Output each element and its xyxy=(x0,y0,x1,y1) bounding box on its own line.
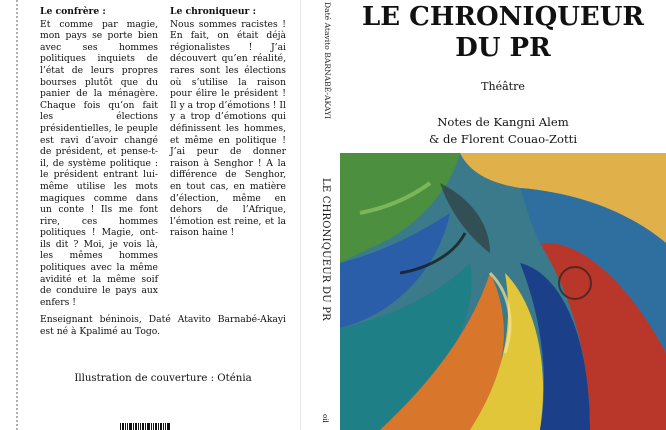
book-title xyxy=(340,2,666,64)
notes-line1: Notes de Kangni Alem xyxy=(437,115,569,129)
notes-credit xyxy=(340,114,666,148)
right-column-text: Nous sommes racistes ! En fait, on était déjà régionalistes ! J’ai découvert qu’en réalité, rares sont les élections où s’utilise la raison pour élire le président ! Il y a trop d’émotions ! Il y a trop d’émotions qui définissent les hommes, et même en politique ! J’ai peur de donner raison à Senghor ! A la différence de Senghor, en tout cas, en matière d’élection, même en dehors de l’Afrique, l’émotion est reine, et la raison haine ! xyxy=(170,18,286,239)
spine-title: LE CHRONIQUEUR DU PR xyxy=(320,178,331,321)
right-column-heading: Le chroniqueur : xyxy=(170,6,256,17)
front-cover xyxy=(340,0,666,430)
author-note: Enseignant béninois, Daté Atavito Barnabé-Akayi est né à Kpalimé au Togo. xyxy=(40,314,286,337)
spine-author: Daté Atavito BARNABÉ-AKAYI xyxy=(323,2,332,120)
barcode xyxy=(120,423,180,430)
spine-publisher-mark: oil xyxy=(321,414,329,423)
cover-painting xyxy=(340,153,666,430)
fold-line xyxy=(16,0,18,430)
back-cover-left-column xyxy=(40,6,158,308)
book-title-line2: DU PR xyxy=(455,33,551,63)
back-cover xyxy=(0,0,300,430)
illustration-credit: Illustration de couverture : Oténia xyxy=(74,373,252,384)
spine xyxy=(300,0,341,430)
book-title-line1: LE CHRONIQUEUR xyxy=(361,2,644,32)
notes-line2: & de Florent Couao-Zotti xyxy=(428,132,578,146)
genre-label: Théâtre xyxy=(481,80,525,93)
left-column-heading: Le confrère : xyxy=(40,6,106,17)
left-column-text: Et comme par magie, mon pays se porte bien avec ses hommes politiques inquiets de l’état de leurs propres bourses plutôt que du panier de la ménagère. Chaque fois qu’on fait les élections présidentielles, le peuple est ravi d’avoir changé de président, et pense-t-il, de système politique : le président entrant lui-même utilise les mots magiques comme dans un conte ! Ils me font rire, ces hommes politiques ! Magie, ont-ils dit ? Moi, je vois là, les mêmes hommes politiques avec la même avidité et la même soif de conduire le pays aux enfers ! xyxy=(40,18,158,308)
back-cover-right-column xyxy=(170,6,286,239)
